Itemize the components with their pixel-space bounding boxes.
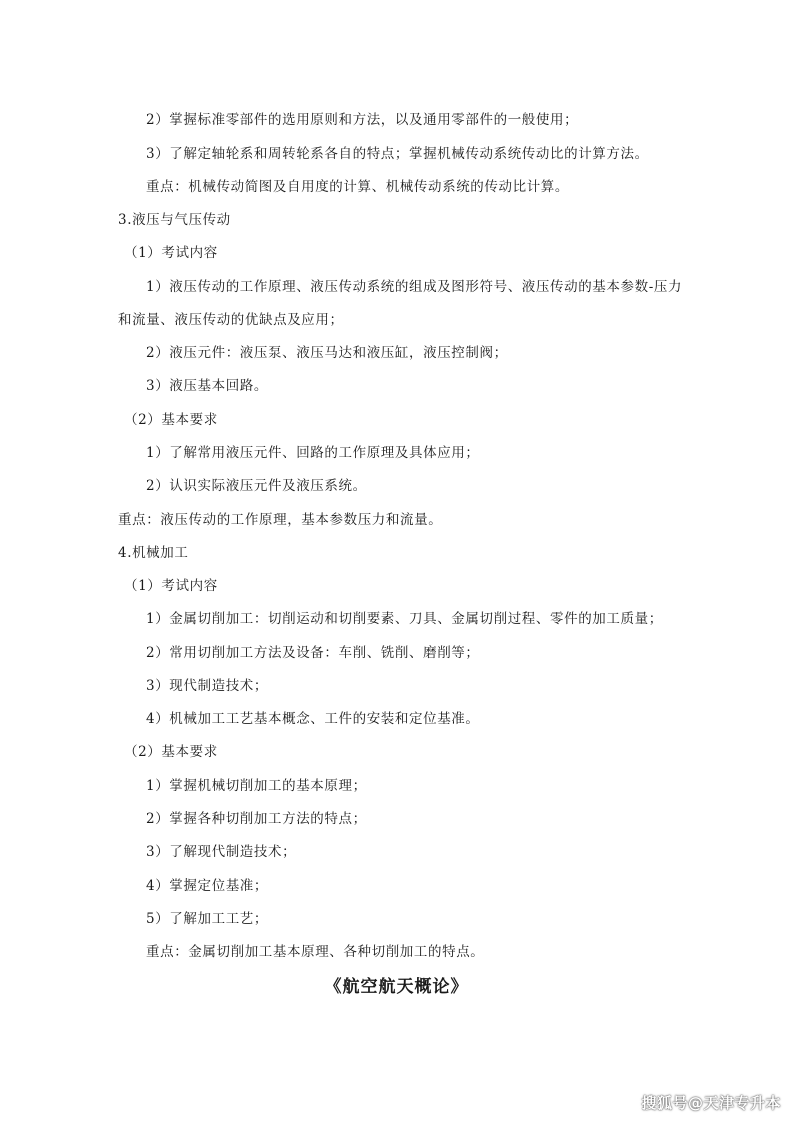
subsection-heading: （1）考试内容 bbox=[124, 578, 218, 594]
text-line: 重点：液压传动的工作原理，基本参数压力和流量。 bbox=[118, 512, 443, 528]
text-line: 2）认识实际液压元件及液压系统。 bbox=[146, 478, 367, 494]
text-line: 重点：机械传动简图及自用度的计算、机械传动系统的传动比计算。 bbox=[146, 179, 569, 195]
text-line: 1）掌握机械切削加工的基本原理； bbox=[146, 778, 367, 794]
text-line: 1）液压传动的工作原理、液压传动系统的组成及图形符号、液压传动的基本参数-压力 bbox=[146, 279, 683, 295]
text-line: 4）机械加工工艺基本概念、工件的安装和定位基准。 bbox=[146, 711, 480, 727]
text-line: 3）了解现代制造技术； bbox=[146, 844, 297, 860]
section-heading: 3.液压与气压传动 bbox=[118, 212, 231, 228]
text-line: 重点：金属切削加工基本原理、各种切削加工的特点。 bbox=[146, 944, 485, 960]
text-line: 和流量、液压传动的优缺点及应用； bbox=[118, 312, 344, 328]
text-line: 5）了解加工工艺； bbox=[146, 911, 268, 927]
text-line: 2）常用切削加工方法及设备：车削、铣削、磨削等； bbox=[146, 645, 480, 661]
text-line: 2）掌握各种切削加工方法的特点； bbox=[146, 811, 367, 827]
subsection-heading: （1）考试内容 bbox=[124, 245, 218, 261]
text-line: 1）金属切削加工：切削运动和切削要素、刀具、金属切削过程、零件的加工质量； bbox=[146, 611, 663, 627]
subsection-heading: （2）基本要求 bbox=[124, 412, 218, 428]
text-line: 2）液压元件：液压泵、液压马达和液压缸，液压控制阀； bbox=[146, 345, 508, 361]
section-title: 《航空航天概论》 bbox=[324, 977, 469, 997]
text-line: 3）现代制造技术； bbox=[146, 678, 268, 694]
watermark: 搜狐号@天津专升本 bbox=[641, 1094, 781, 1112]
text-line: 3）液压基本回路。 bbox=[146, 378, 268, 394]
text-line: 2）掌握标准零部件的选用原则和方法，以及通用零部件的一般使用； bbox=[146, 112, 579, 128]
subsection-heading: （2）基本要求 bbox=[124, 744, 218, 760]
text-line: 1）了解常用液压元件、回路的工作原理及具体应用； bbox=[146, 445, 480, 461]
section-heading: 4.机械加工 bbox=[118, 545, 189, 561]
text-line: 4）掌握定位基准； bbox=[146, 878, 268, 894]
text-line: 3）了解定轴轮系和周转轮系各自的特点；掌握机械传动系统传动比的计算方法。 bbox=[146, 146, 649, 162]
